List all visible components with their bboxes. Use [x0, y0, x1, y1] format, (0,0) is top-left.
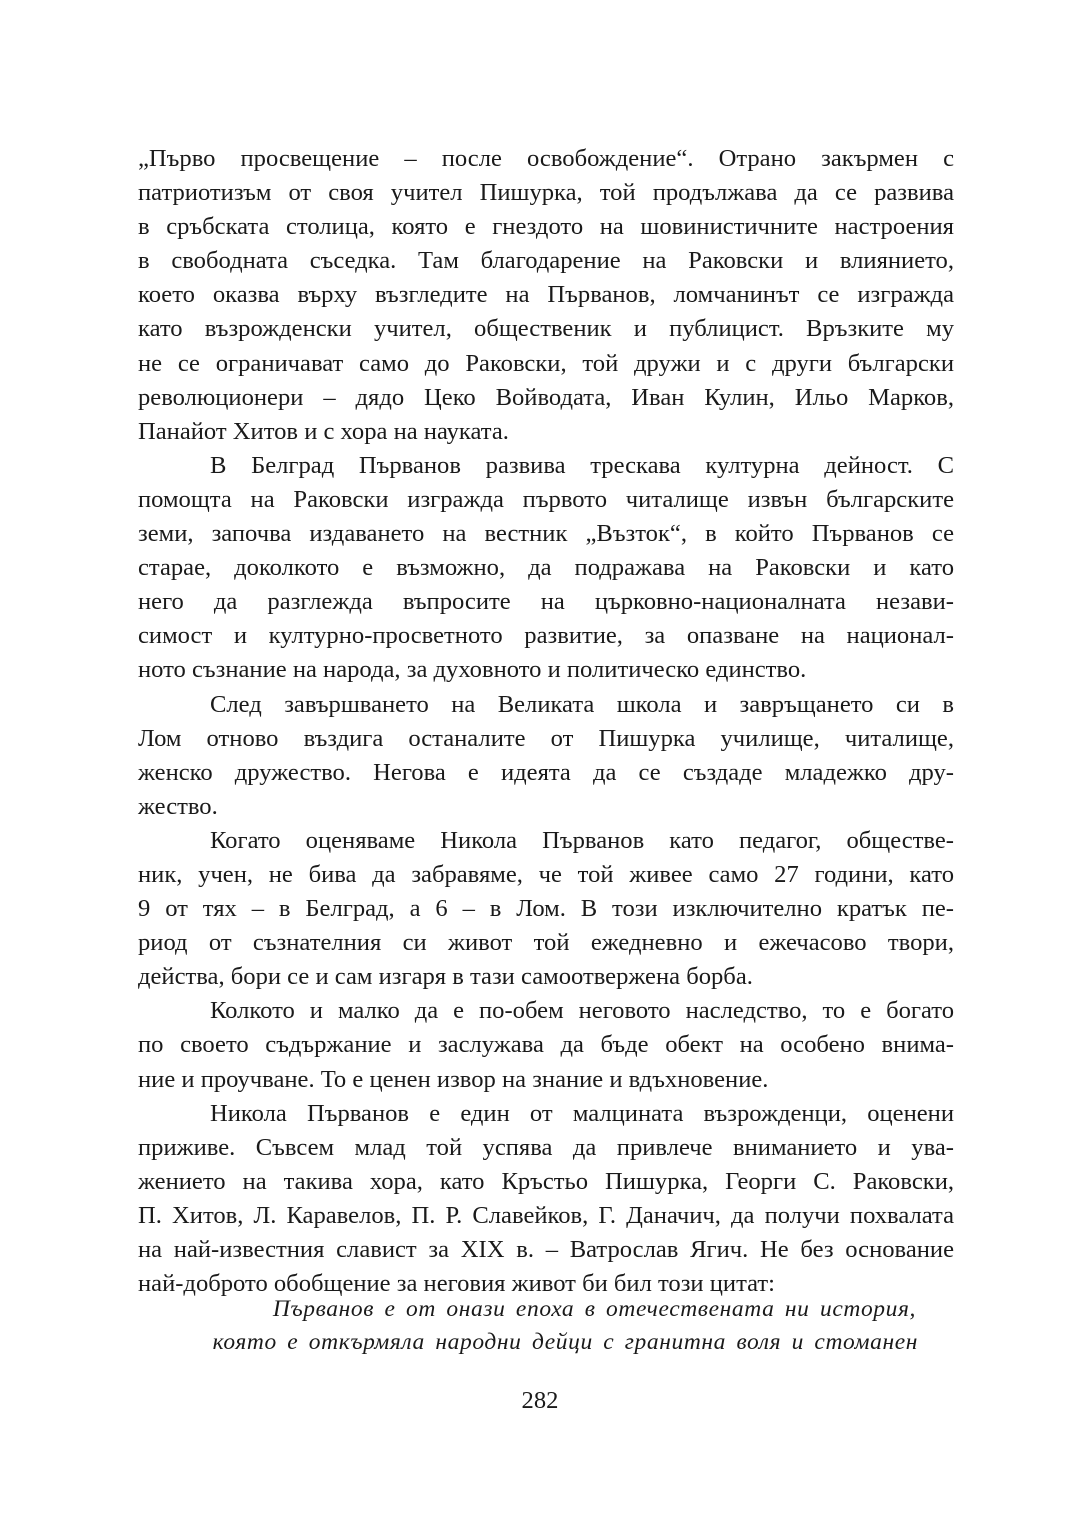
body-text: [138, 142, 954, 1301]
text-line: ник, учен, не бива да забравяме, че той живее само 27 години, като: [138, 860, 954, 888]
text-line: Панайот Хитов и с хора на науката.: [138, 417, 509, 445]
page-number: 282: [521, 1387, 559, 1414]
text-line: П. Хитов, Л. Каравелов, П. Р. Славейков, Г. Даначич, да получи похвалата: [138, 1201, 954, 1229]
text-line: в сръбската столица, която е гнездото на шовинистичните настроения: [138, 213, 954, 241]
text-line: След завършването на Великата школа и завръщането си в: [210, 690, 954, 718]
text-line: ното съзнание на народа, за духовното и политическо единство.: [138, 656, 807, 684]
text-line: на най-известния славист за XIX в. – Ватрослав Ягич. Не без основание: [138, 1236, 954, 1263]
text-line: старае, доколкото е възможно, да подражава на Раковски и като: [138, 554, 954, 582]
paragraph: [138, 449, 954, 688]
text-line: действа, бори се и сам изгаря в тази самоотвержена борба.: [138, 963, 753, 991]
text-line: патриотизъм от своя учител Пишурка, той продължава да се развива: [138, 179, 954, 207]
text-line: революционери – дядо Цеко Войводата, Иван Кулин, Ильо Марков,: [138, 383, 954, 411]
text-line: приживе. Съвсем млад той успява да привлече вниманието и ува-: [138, 1133, 954, 1161]
text-line: Колкото и малко да е по-обем неговото наследство, то е богато: [210, 997, 954, 1025]
paragraph: [138, 1097, 954, 1302]
text-line: най-доброто обобщение за неговия живот би бил този цитат:: [138, 1270, 775, 1298]
text-line: жението на такива хора, като Кръстьо Пишурка, Георги С. Раковски,: [138, 1167, 954, 1195]
text-line: В Белград Първанов развива трескава културна дейност. С: [210, 451, 954, 479]
text-line: не се ограничават само до Раковски, той дружи и с други български: [138, 349, 954, 377]
text-line: жество.: [138, 792, 218, 820]
text-line: Лом отново въздига останалите от Пишурка училище, читалище,: [138, 724, 954, 752]
text-line: земи, започва издаването на вестник „Възток“, в който Първанов се: [138, 520, 954, 548]
text-line: риод от съзнателния си живот той ежедневно и ежечасово твори,: [138, 929, 954, 957]
text-line: помощта на Раковски изгражда първото читалище извън българските: [138, 485, 954, 513]
paragraph: [138, 142, 954, 449]
text-line: 9 от тях – в Белград, а 6 – в Лом. В този изключително кратък пе-: [138, 895, 954, 923]
text-line: женско дружество. Негова е идеята да се създаде младежко дру-: [138, 758, 954, 786]
text-line: „Първо просвещение – после освобождение“. Отрано закърмен с: [138, 145, 954, 172]
text-line: ние и проучване. То е ценен извор на знание и вдъхновение.: [138, 1065, 769, 1093]
text-line: което оказва върху възгледите на Първанов, ломчанинът се изгражда: [138, 281, 954, 309]
text-line: Когато оценяваме Никола Първанов като педагог, обществе-: [210, 826, 954, 854]
paragraph: [138, 824, 954, 994]
text-line: в свободната съседка. Там благодарение на Раковски и влиянието,: [138, 247, 954, 275]
paragraph: [138, 688, 954, 824]
text-line: Никола Първанов е един от малцината възрожденци, оценени: [210, 1099, 954, 1127]
paragraph: [138, 994, 954, 1096]
text-line: като възрожденски учител, общественик и публицист. Връзките му: [138, 315, 954, 343]
text-line: симост и културно-просветното развитие, за опазване на национал-: [138, 622, 954, 650]
text-line: по своето съдържание и заслужава да бъде обект на особено внима-: [138, 1031, 954, 1059]
text-line: него да разглежда въпросите на църковно-националната незави-: [138, 588, 954, 616]
quote-line: която е откърмяла народни дейци с гранитна воля и стоманен: [212, 1329, 918, 1355]
quote-line: Първанов е от онази епоха в отечествената ни история,: [272, 1296, 916, 1322]
block-quote: [138, 1293, 954, 1359]
